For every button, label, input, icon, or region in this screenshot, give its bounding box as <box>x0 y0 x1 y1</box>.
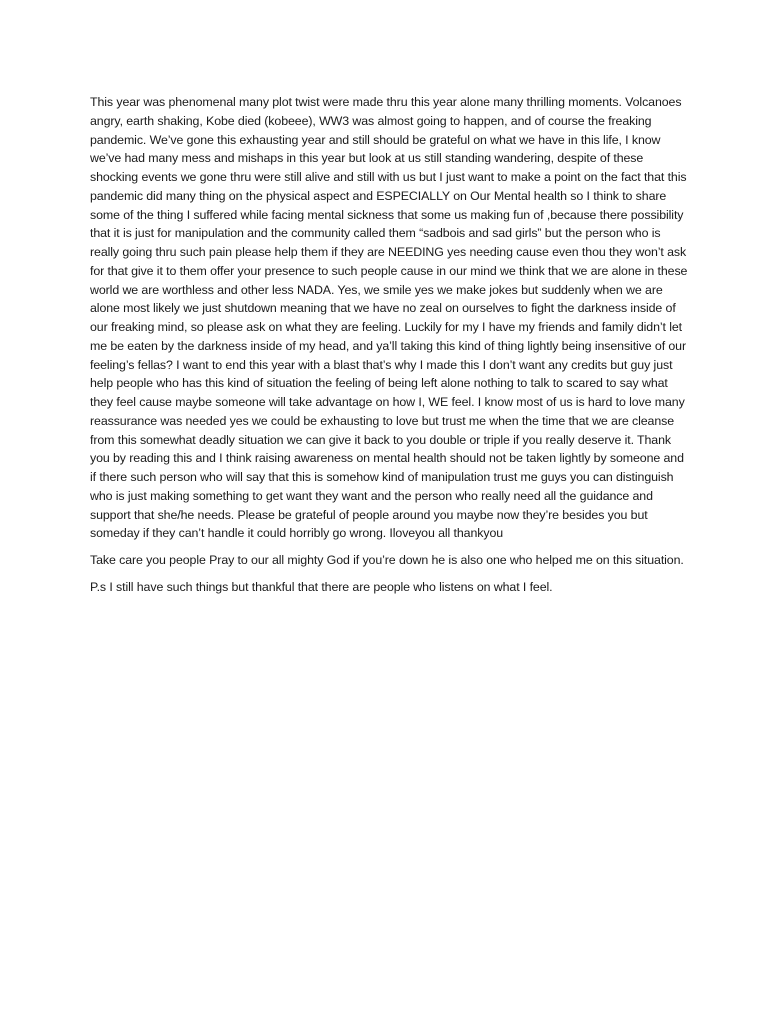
paragraph-take-care: Take care you people Pray to our all mighty God if you’re down he is also one who helped me on this situation. <box>90 553 684 567</box>
document-body <box>90 93 690 605</box>
paragraph-postscript: P.s I still have such things but thankful that there are people who listens on what I feel. <box>90 579 553 594</box>
paragraph-main: This year was phenomenal many plot twist were made thru this year alone many thrilling moments. Volcanoes angry, earth shaking, Kobe died (kobeee), WW3 was almost going to happen, and of course the freaking pandemic. We’ve gone this exhausting year and still should be grateful on what we have in this life, I know we’ve had many mess and mishaps in this year but look at us still standing wandering, despite of these shocking events we gone thru were still alive and still with us but I just want to make a point on the fact that this pandemic did many thing on the physical aspect and ESPECIALLY on Our Mental health so I think to share some of the thing I suffered while facing mental sickness that some us making fun of ,because there possibility that it is just for manipulation and the community called them “sadbois and sad girls” but the person who is really going thru such pain please help them if they are NEEDING yes needing cause even thou they won’t ask for that give it to them offer your presence to such people cause in our mind we think that we are alone in these world we are worthless and other less NADA. Yes, we smile yes we make jokes but suddenly when we are alone most likely we just shutdown meaning that we have no zeal on ourselves to fight the darkness inside of our freaking mind, so please ask on what they are feeling. Luckily for my I have my friends and family didn’t let me be eaten by the darkness inside of my head, and ya’ll taking this kind of thing lightly being insensitive of our feeling’s fellas? I want to end this year with a blast that’s why I made this I don’t want any credits but guy just help people who has this kind of situation the feeling of being left alone nothing to talk to scared to say what they feel cause maybe someone will take advantage on how I, WE feel. I know most of us is hard to love many reassurance was needed yes we could be exhausting to love but trust me when the time that we are cleanse from this somewhat deadly situation we can give it back to you double or triple if you really deserve it. Thank you by reading this and I think raising awareness on mental health should not be taken lightly by someone and if there such person who will say that this is somehow kind of manipulation trust me guys you can distinguish who is just making something to get want they want and the person who really need all the guidance and support that she/he needs. Please be grateful of people around you maybe now they’re besides you but someday if they can’t handle it could horribly go wrong. Iloveyou all thankyou <box>90 95 688 541</box>
